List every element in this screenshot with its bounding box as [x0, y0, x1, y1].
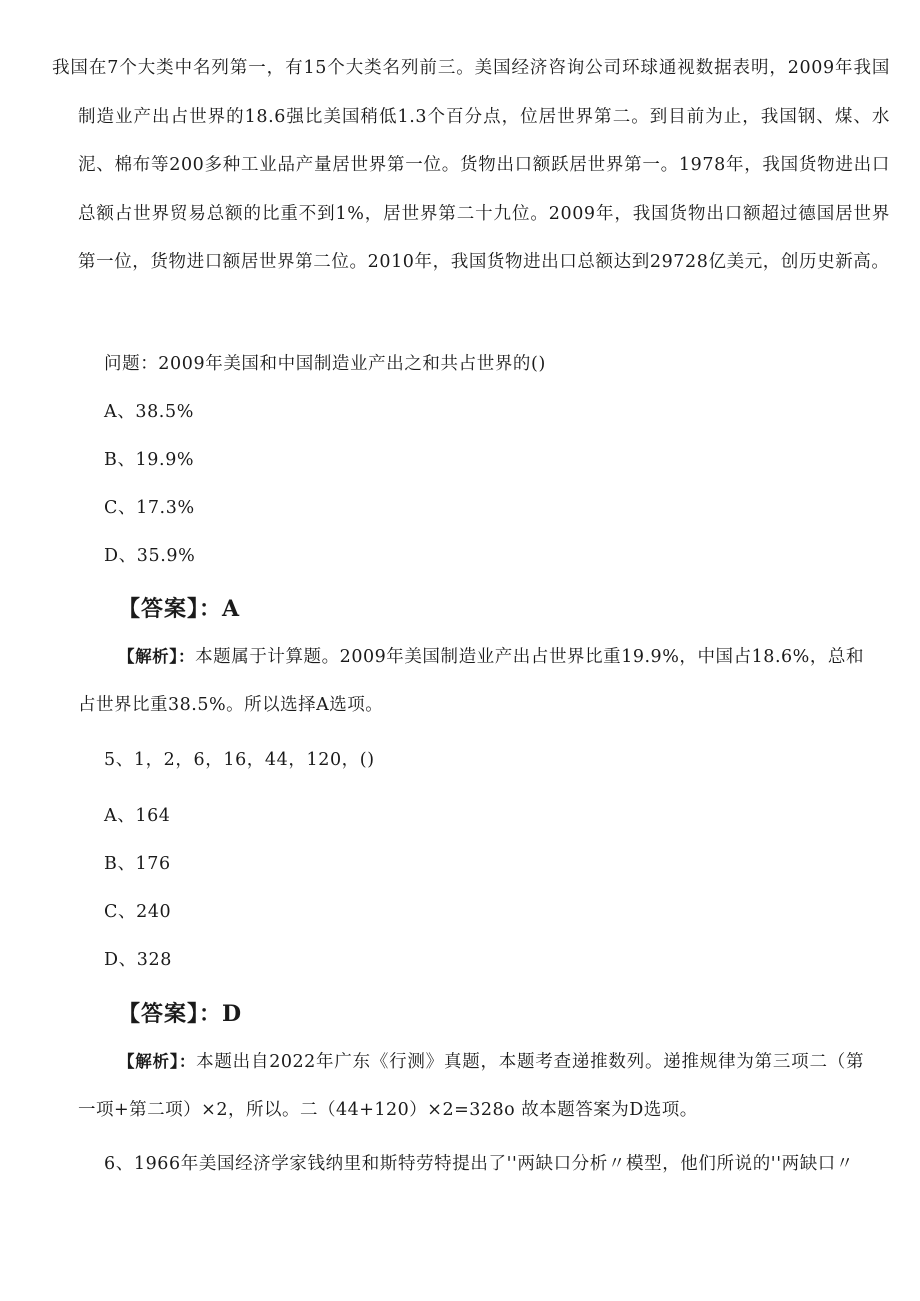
q6-question: 6、1966年美国经济学家钱纳里和斯特劳特提出了''两缺口分析〃模型，他们所说的''两缺口〃 — [104, 1154, 855, 1174]
q4-option-d: D、35.9% — [104, 546, 196, 566]
q5-analysis-text: 本题出自2022年广东《行测》真题，本题考查递推数列。递推规律为第三项二（第一项+第二项）×2，所以。二（44+120）×2=328o 故本题答案为D选项。 — [78, 1052, 864, 1120]
q4-analysis-tag: 【解析】： — [118, 647, 196, 666]
q5-analysis — [78, 1038, 864, 1134]
q4-analysis-text: 本题属于计算题。2009年美国制造业产出占世界比重19.9%，中国占18.6%，总和占世界比重38.5%。所以选择A选项。 — [78, 647, 864, 715]
passage-text: 我国在7个大类中名列第一，有15个大类名列前三。美国经济咨询公司环球通视数据表明，2009年我国制造业产出占世界的18.6强比美国稍低1.3个百分点，位居世界第二。到目前为止，我国钢、煤、水泥、棉布等200多种工业品产量居世界第一位。货物出口额跃居世界第一。1978年，我国货物进出口总额占世界贸易总额的比重不到1%，居世界第二十九位。2009年，我国货物出口额超过德国居世界第一位，货物进口额居世界第二位。2010年，我国货物进出口总额达到29728亿美元，创历史新高。 — [52, 58, 890, 272]
q5-answer-label: 【答案】： — [118, 1002, 223, 1027]
q5-analysis-tag: 【解析】： — [118, 1052, 197, 1071]
q4-answer-label: 【答案】： — [118, 597, 223, 622]
q5-option-b: B、176 — [104, 854, 171, 874]
q5-answer — [118, 997, 242, 1028]
q5-option-d: D、328 — [104, 950, 172, 970]
q4-answer-letter: A — [222, 596, 241, 622]
q4-analysis — [78, 633, 864, 729]
q4-option-c: C、17.3% — [104, 498, 195, 518]
q4-option-b: B、19.9% — [104, 450, 195, 470]
q5-option-c: C、240 — [104, 902, 172, 922]
q5-answer-letter: D — [222, 1001, 243, 1027]
q4-question: 问题：2009年美国和中国制造业产出之和共占世界的() — [104, 354, 546, 374]
q5-question: 5、1，2，6，16，44，120，() — [104, 750, 375, 770]
q5-option-a: A、164 — [104, 806, 171, 826]
q4-answer — [118, 592, 240, 623]
q4-option-a: A、38.5% — [104, 402, 194, 422]
